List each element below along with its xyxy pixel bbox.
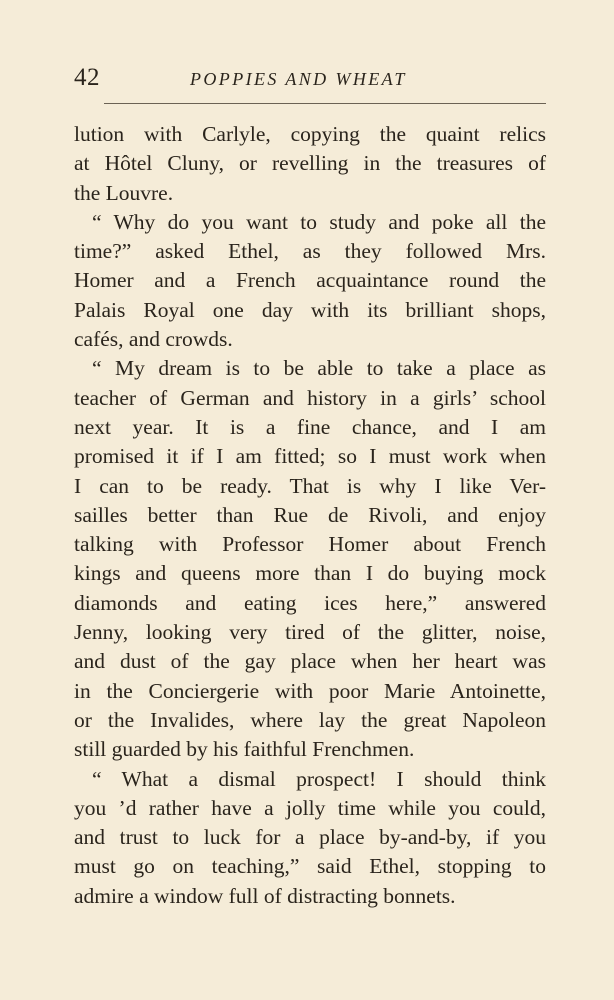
header-rule [104,103,546,104]
text-line: at Hôtel Cluny, or revelling in the treasures of [74,151,546,176]
text-line: in the Conciergerie with poor Marie Antoinette, [74,678,546,703]
text-line: Palais Royal one day with its brilliant shops, [74,297,546,322]
text-line: promised it if I am fitted; so I must work when [74,444,546,469]
text-line: Homer and a French acquaintance round the [74,268,546,293]
text-line: time?” asked Ethel, as they followed Mrs. [74,239,546,264]
text-line: the Louvre. [74,180,174,205]
text-line: “ Why do you want to study and poke all the [92,209,546,234]
text-line: kings and queens more than I do buying mock [74,561,546,586]
text-line: talking with Professor Homer about French [74,532,546,557]
text-line: Jenny, looking very tired of the glitter, noise, [74,620,546,645]
running-title: POPPIES AND WHEAT [190,69,407,89]
text-line: still guarded by his faithful Frenchmen. [74,737,415,762]
text-line: or the Invalides, where lay the great Napoleon [74,707,546,732]
text-line: and trust to luck for a place by-and-by, if you [74,825,546,850]
text-line: cafés, and crowds. [74,327,233,352]
text-line: “ My dream is to be able to take a place as [92,356,546,381]
text-line: and dust of the gay place when her heart was [74,649,546,674]
text-line: must go on teaching,” said Ethel, stopping to [74,854,546,879]
text-line: “ What a dismal prospect! I should think [92,766,546,791]
text-line: admire a window full of distracting bonnets. [74,883,456,908]
text-line: I can to be ready. That is why I like Ver- [74,473,546,498]
body-text [74,120,546,911]
text-line: diamonds and eating ices here,” answered [74,590,546,615]
page-header [74,60,546,100]
text-line: teacher of German and history in a girls’ school [74,385,546,410]
text-line: sailles better than Rue de Rivoli, and enjoy [74,502,546,527]
text-line: next year. It is a fine chance, and I am [74,414,546,439]
text-line: lution with Carlyle, copying the quaint relics [74,122,546,146]
text-line: you ’d rather have a jolly time while you could, [74,795,546,820]
page-number: 42 [74,64,100,91]
